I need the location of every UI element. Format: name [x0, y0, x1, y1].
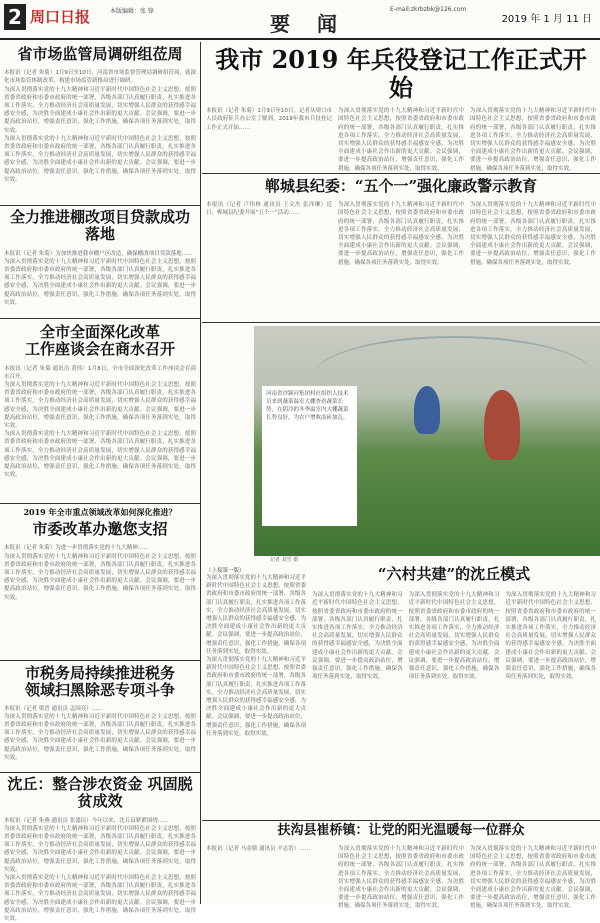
- editor-line: 本版编辑：张 锋: [110, 8, 154, 15]
- masthead: [0, 0, 600, 40]
- article-six-villages: [312, 566, 596, 818]
- article-lead: 本报讯（记者 朱燕 通讯员 张盛民）今年以来，沈丘县紧紧围绕……: [4, 817, 169, 824]
- article-body: 为深入贯彻落实党的十九大精神和习近平新时代中国特色社会主义思想，按照省委省政府和市委市政府的统一部署，各级各部门认真履行职责，扎实推进各项工作落实，全力推动经济社会高质量发展，切实增强人民群众的获得感幸福感安全感，为决胜全面建成小康社会作出新的更大贡献。会议强调，要进一步提高政治站位，增强责任意识，强化工作措施，确保各项任务落到实处，取得实效。: [408, 592, 500, 681]
- article-body: 为深入贯彻落实党的十九大精神和习近平新时代中国特色社会主义思想，按照省委省政府和市委市政府的统一部署，各级各部门认真履行职责，扎实推进各项工作落实，全力推动经济社会高质量发展，切实增强人民群众的获得感幸福感安全感，为决胜全面建成小康社会作出新的更大贡献。会议强调，要进一步提高政治站位，增强责任意识，强化工作措施，确保各项任务落到实处，取得实效。: [4, 86, 196, 134]
- headline: 沈丘：整合涉农资金 巩固脱贫成效: [7, 775, 193, 811]
- article-fugou-cuiqiao: [206, 823, 596, 910]
- headline: 郸城县纪委：“五个一”强化廉政警示教育: [264, 177, 538, 195]
- headline-line-1: 市税务局持续推进税务: [24, 664, 175, 682]
- article-body: 为深入贯彻落实党的十九大精神和习近平新时代中国特色社会主义思想，按照省委省政府和市委市政府的统一部署，各级各部门认真履行职责，扎实推进各项工作落实，全力推动经济社会高质量发展，切实增强人民群众的获得感幸福感安全感，为决胜全面建成小康社会作出新的更大贡献。会议强调，要进一步提高政治站位，增强责任意识，强化工作措施，确保各项任务落到实处，取得实效。: [338, 845, 464, 910]
- article-body: 为深入贯彻落实党的十九大精神和习近平新时代中国特色社会主义思想，按照省委省政府和市委市政府的统一部署，各级各部门认真履行职责，扎实推进各项工作落实，全力推动经济社会高质量发展，切实增强人民群众的获得感幸福感安全感，为决胜全面建成小康社会作出新的更大贡献。会议强调，要进一步提高政治站位，增强责任意识，强化工作措施，确保各项任务落到实处，取得实效。: [4, 381, 196, 429]
- headline-line-2: 领域扫黑除恶专项斗争: [24, 681, 175, 700]
- headline: 省市场监管局调研组莅周: [17, 45, 183, 63]
- article-body: 为深入贯彻落实党的十九大精神和习近平新时代中国特色社会主义思想，按照省委省政府和市委市政府的统一部署，各级各部门认真履行职责，扎实推进各项工作落实，全力推动经济社会高质量发展，切实增强人民群众的获得感幸福感安全感，为决胜全面建成小康社会作出新的更大贡献。会议强调，要进一步提高政治站位，增强责任意识，强化工作措施，确保各项任务落到实处，取得实效。: [470, 845, 596, 910]
- article-body: 为深入贯彻落实党的十九大精神和习近平新时代中国特色社会主义思想，按照省委省政府和市委市政府的统一部署，各级各部门认真履行职责，扎实推进各项工作落实，全力推动经济社会高质量发展，切实增强人民群众的获得感幸福感安全感，为决胜全面建成小康社会作出新的更大贡献。会议强调，要进一步提高政治站位，增强责任意识，强化工作措施，确保各项任务落到实处，取得实效。: [312, 592, 403, 681]
- article-body: 为深入贯彻落实党的十九大精神和习近平新时代中国特色社会主义思想，按照省委省政府和市委市政府的统一部署，各级各部门认真履行职责，扎实推进各项工作落实，全力推动经济社会高质量发展，切实增强人民群众的获得感幸福感安全感，为决胜全面建成小康社会作出新的更大贡献。会议强调，要进一步提高政治站位，增强责任意识，强化工作措施，确保各项任务落到实处，取得实效。: [206, 575, 306, 655]
- article-shantytown-loan: [4, 209, 196, 315]
- photo-caption: 河南省沙颍河集团村社组织人技术员来到蔬菜温室大棚查看蔬菜长势，在阴冷的冬季温室内大棚蔬菜长势良好，为农户增收添砖加瓦。: [262, 386, 357, 526]
- article-dancheng-discipline: [206, 178, 596, 320]
- article-tax-crime: [4, 665, 196, 769]
- article-lead: 本报讯（记者 朱菊）1月9日至10日，记者从周口市人民政府征兵办公室了解到，2019年我市兵役登记工作正式开始……: [206, 108, 332, 131]
- kicker: 2019 年全市重点领域改革如何深化推进？: [23, 507, 177, 517]
- greenhouse-photo: [254, 326, 600, 556]
- article-reform-suggestions: [4, 508, 196, 658]
- farmer-figure: [414, 386, 440, 434]
- issue-date: 2019 年 1 月 11 日: [501, 14, 592, 25]
- article-lead: 本报讯（记者 马金鼎 通讯员 辛志浩）……: [206, 845, 311, 852]
- headline-line-1: 全市全面深化改革: [39, 323, 160, 341]
- article-body: 为深入贯彻落实党的十九大精神和习近平新时代中国特色社会主义思想，按照省委省政府和市委市政府的统一部署，各级各部门认真履行职责，扎实推进各项工作落实，全力推动经济社会高质量发展，切实增强人民群众的获得感幸福感安全感，为决胜全面建成小康社会作出新的更大贡献。会议强调，要进一步提高政治站位，增强责任意识，强化工作措施，确保各项任务落到实处，取得实效。: [470, 108, 596, 172]
- article-lead: 本报讯（记者 朱菊）为加快推进我市棚户区改造，确保棚改项目贷款落地……: [4, 250, 193, 257]
- article-body: 为深入贯彻落实党的十九大精神和习近平新时代中国特色社会主义思想，按照省委省政府和市委市政府的统一部署，各级各部门认真履行职责，扎实推进各项工作落实，全力推动经济社会高质量发展，切实增强人民群众的获得感幸福感安全感，为决胜全面建成小康社会作出新的更大贡献。会议强调，要进一步提高政治站位，增强责任意识，强化工作措施，确保各项任务落到实处，取得实效。: [4, 825, 196, 873]
- article-shenqiu-poverty: [4, 775, 196, 922]
- continued-note: （上接第一版）: [206, 568, 245, 574]
- article-body: 为深入贯彻落实党的十九大精神和习近平新时代中国特色社会主义思想，按照省委省政府和市委市政府的统一部署，各级各部门认真履行职责，扎实推进各项工作落实，全力推动经济社会高质量发展，切实增强人民群众的获得感幸福感安全感，为决胜全面建成小康社会作出新的更大贡献。会议强调，要进一步提高政治站位，增强责任意识，强化工作措施，确保各项任务落到实处，取得实效。: [4, 135, 196, 183]
- article-body: 为深入贯彻落实党的十九大精神和习近平新时代中国特色社会主义思想，按照省委省政府和市委市政府的统一部署，各级各部门认真履行职责，扎实推进各项工作落实，全力推动经济社会高质量发展，切实增强人民群众的获得感幸福感安全感，为决胜全面建成小康社会作出新的更大贡献。会议强调，要进一步提高政治站位，增强责任意识，强化工作措施，确保各项任务落到实处，取得实效。: [4, 258, 196, 306]
- article-lead: 本报讯（记者 卢伟林 通讯员 王文杰 张泽琳）近日，郸城县纪委开展“五个一”活动……: [206, 202, 332, 217]
- article-lead: 本报讯（记者 朱菊）1月9日至10日，河南省市场监督管理局调研组莅周，就深化市场监管体制改革、构建市场监管新格局进行调研。: [4, 70, 196, 85]
- headline: “六村共建”的沈丘模式: [377, 565, 531, 583]
- lead-article-military-registration: [206, 46, 596, 170]
- article-body: 为深入贯彻落实党的十九大精神和习近平新时代中国特色社会主义思想，按照省委省政府和市委市政府的统一部署，各级各部门认真履行职责，扎实推进各项工作落实，全力推动经济社会高质量发展，切实增强人民群众的获得感幸福感安全感，为决胜全面建成小康社会作出新的更大贡献。会议强调，要进一步提高政治站位，增强责任意识，强化工作措施，确保各项任务落到实处，取得实效。: [4, 713, 196, 761]
- photo-credit: 记者 刘雪 摄: [270, 557, 299, 563]
- article-body: 为深入贯彻落实党的十九大精神和习近平新时代中国特色社会主义思想，按照省委省政府和市委市政府的统一部署，各级各部门认真履行职责，扎实推进各项工作落实，全力推动经济社会高质量发展，切实增强人民群众的获得感幸福感安全感，为决胜全面建成小康社会作出新的更大贡献。会议强调，要进一步提高政治站位，增强责任意识，强化工作措施，确保各项任务落到实处，取得实效。: [338, 202, 464, 266]
- article-body: 为深入贯彻落实党的十九大精神和习近平新时代中国特色社会主义思想，按照省委省政府和市委市政府的统一部署，各级各部门认真履行职责，扎实推进各项工作落实，全力推动经济社会高质量发展，切实增强人民群众的获得感幸福感安全感，为决胜全面建成小康社会作出新的更大贡献。会议强调，要进一步提高政治站位，增强责任意识，强化工作措施，确保各项任务落到实处，取得实效。: [206, 657, 306, 737]
- article-body: 为深入贯彻落实党的十九大精神和习近平新时代中国特色社会主义思想，按照省委省政府和市委市政府的统一部署，各级各部门认真履行职责，扎实推进各项工作落实，全力推动经济社会高质量发展，切实增强人民群众的获得感幸福感安全感，为决胜全面建成小康社会作出新的更大贡献。会议强调，要进一步提高政治站位，增强责任意识，强化工作措施，确保各项任务落到实处，取得实效。: [338, 108, 464, 172]
- article-lead: 本报讯（记者 朱菊）为进一步贯彻落实党的十九大精神……: [4, 545, 149, 552]
- article-body: 为深入贯彻落实党的十九大精神和习近平新时代中国特色社会主义思想，按照省委省政府和市委市政府的统一部署，各级各部门认真履行职责，扎实推进各项工作落实，全力推动经济社会高质量发展，切实增强人民群众的获得感幸福感安全感，为决胜全面建成小康社会作出新的更大贡献。会议强调，要进一步提高政治站位，增强责任意识，强化工作措施，确保各项任务落到实处，取得实效。: [4, 874, 196, 922]
- page-number: 2: [4, 4, 26, 30]
- article-body: 为深入贯彻落实党的十九大精神和习近平新时代中国特色社会主义思想，按照省委省政府和市委市政府的统一部署，各级各部门认真履行职责，扎实推进各项工作落实，全力推动经济社会高质量发展，切实增强人民群众的获得感幸福感安全感，为决胜全面建成小康社会作出新的更大贡献。会议强调，要进一步提高政治站位，增强责任意识，强化工作措施，确保各项任务落到实处，取得实效。: [4, 431, 196, 479]
- article-market-supervision: [4, 46, 196, 202]
- headline: 全力推进棚改项目贷款成功落地: [9, 208, 190, 244]
- article-continued: [206, 566, 306, 818]
- article-body: 为深入贯彻落实党的十九大精神和习近平新时代中国特色社会主义思想，按照省委省政府和市委市政府的统一部署，各级各部门认真履行职责，扎实推进各项工作落实，全力推动经济社会高质量发展，切实增强人民群众的获得感幸福感安全感，为决胜全面建成小康社会作出新的更大贡献。会议强调，要进一步提高政治站位，增强责任意识，强化工作措施，确保各项任务落到实处，取得实效。: [4, 553, 196, 601]
- section-title: 要 闻: [270, 12, 347, 36]
- headline-line-2: 工作座谈会在商水召开: [24, 340, 175, 359]
- article-lead: 本报讯（记者 梁晋 通讯员 孟国亮）……: [4, 705, 103, 712]
- paper-name: 周口日报: [30, 8, 91, 26]
- article-reform-forum: [4, 324, 196, 500]
- email-line: E-mail:zkrbzbk@126.com: [390, 6, 467, 13]
- article-lead: 本报讯（记者 朱菊 通讯员 黄伟）1月8日，全市全面深化改革工作座谈会在商水召开。: [4, 365, 196, 380]
- article-body: 为深入贯彻落实党的十九大精神和习近平新时代中国特色社会主义思想，按照省委省政府和市委市政府的统一部署，各级各部门认真履行职责，扎实推进各项工作落实，全力推动经济社会高质量发展，切实增强人民群众的获得感幸福感安全感，为决胜全面建成小康社会作出新的更大贡献。会议强调，要进一步提高政治站位，增强责任意识，强化工作措施，确保各项任务落到实处，取得实效。: [505, 592, 597, 681]
- article-body: 为深入贯彻落实党的十九大精神和习近平新时代中国特色社会主义思想，按照省委省政府和市委市政府的统一部署，各级各部门认真履行职责，扎实推进各项工作落实，全力推动经济社会高质量发展，切实增强人民群众的获得感幸福感安全感，为决胜全面建成小康社会作出新的更大贡献。会议强调，要进一步提高政治站位，增强责任意识，强化工作措施，确保各项任务落到实处，取得实效。: [470, 202, 596, 266]
- headline: 市委改革办邀您支招: [32, 520, 168, 539]
- headline: 扶沟县崔桥镇：让党的阳光温暖每一位群众: [277, 823, 525, 838]
- lead-headline: 我市 2019 年兵役登记工作正式开始: [215, 45, 587, 102]
- farmer-figure: [484, 390, 520, 460]
